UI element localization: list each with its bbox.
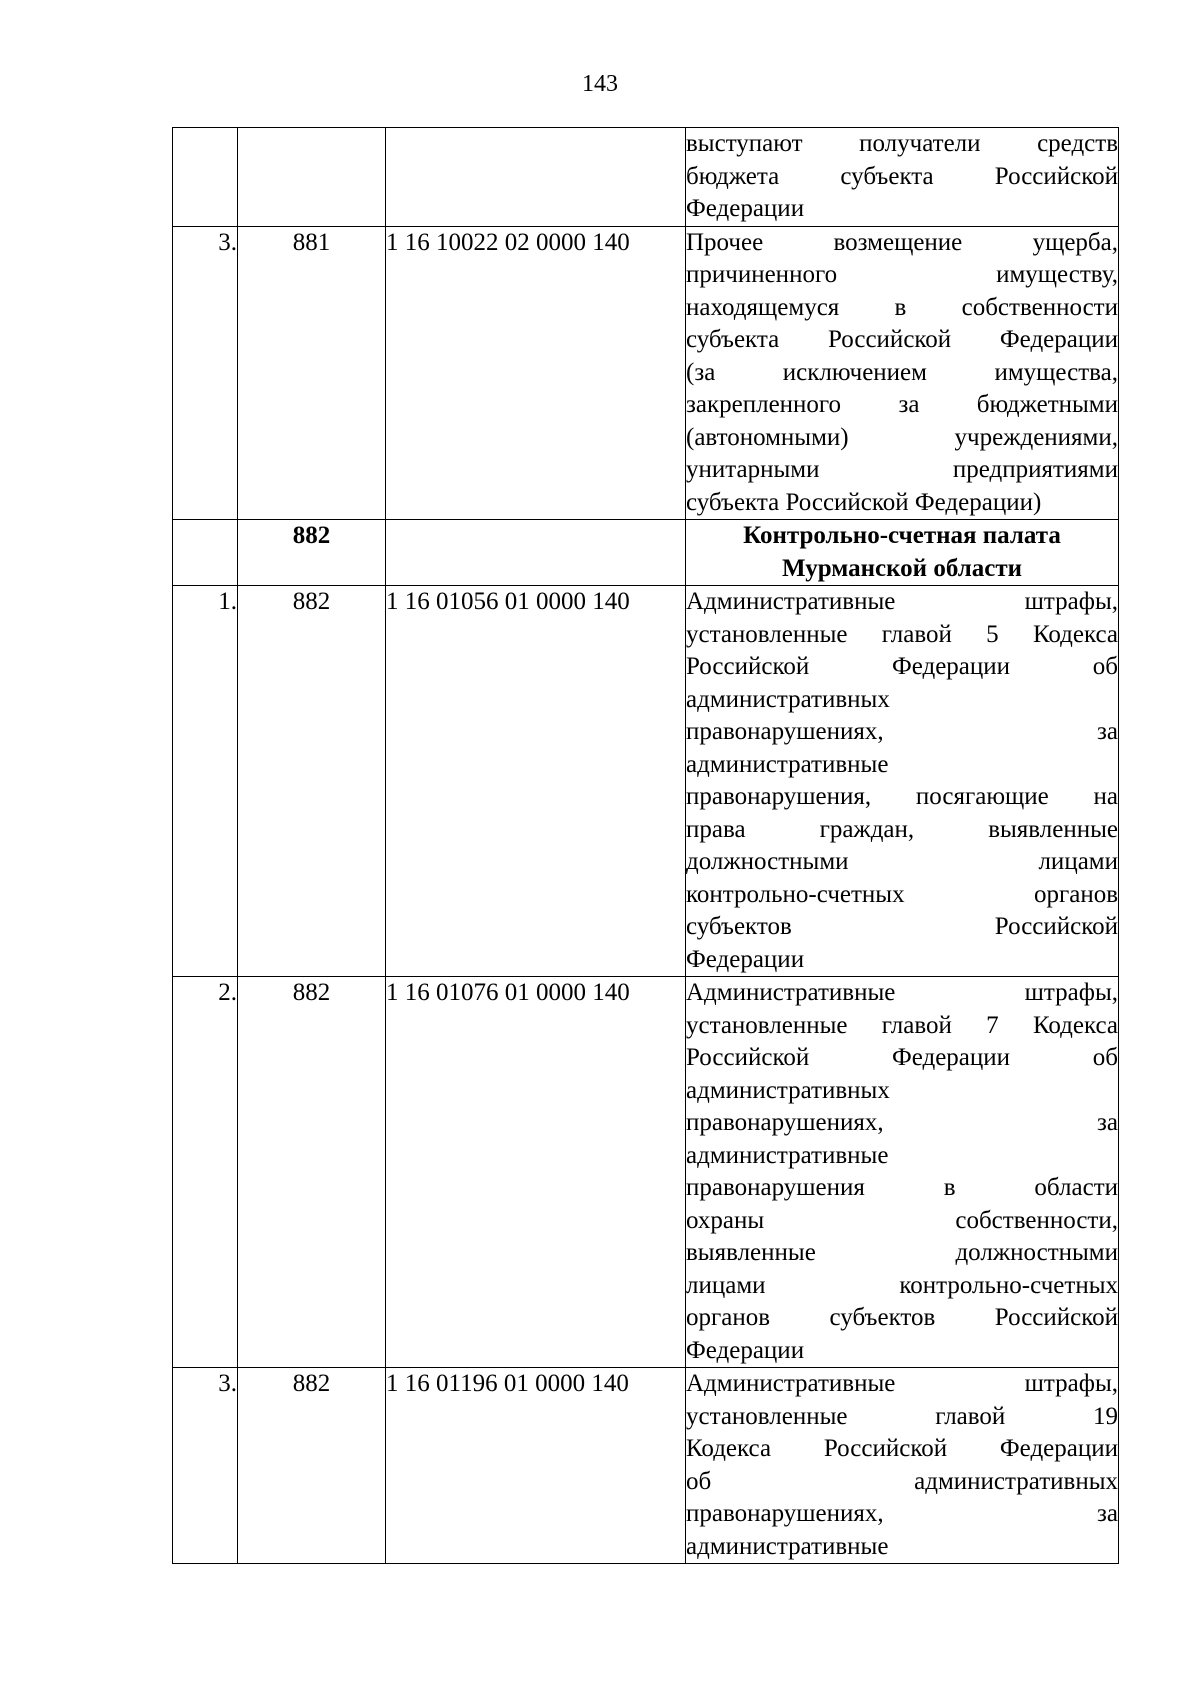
description-line: правонарушениях, за — [686, 1500, 1118, 1527]
admin-code-cell: 882 — [238, 520, 386, 586]
description-line: Федерации — [686, 1336, 805, 1364]
description-cell — [686, 128, 1119, 227]
table-row — [173, 226, 1119, 520]
row-number-cell: 3. — [173, 1368, 238, 1564]
page-number: 143 — [582, 71, 618, 97]
budget-code-cell: 1 16 01076 01 0000 140 — [386, 977, 686, 1368]
description-cell — [686, 226, 1119, 520]
description-line: выступают получатели средств — [686, 130, 1118, 157]
budget-codes-table — [172, 127, 1119, 1564]
description-line: Российской Федерации об — [686, 653, 1118, 680]
description-line: установленные главой 19 — [686, 1402, 1118, 1430]
description-line: находящемуся в собственности — [686, 293, 1118, 321]
description-line: унитарными предприятиями — [686, 456, 1118, 483]
description-line: правонарушения в области — [686, 1174, 1118, 1201]
section-header-row — [173, 520, 1119, 586]
description-line: установленные главой 7 Кодекса — [686, 1011, 1118, 1039]
row-number-cell: 2. — [173, 977, 238, 1368]
description-line: Федерации — [686, 195, 805, 222]
description-line: выявленные должностными — [686, 1239, 1118, 1266]
budget-code-cell — [386, 128, 686, 227]
description-line: должностными лицами — [686, 848, 1118, 875]
description-cell — [686, 1368, 1119, 1564]
description-line: Кодекса Российской Федерации — [686, 1435, 1118, 1462]
admin-code-cell: 882 — [238, 1368, 386, 1564]
description-line: бюджета субъекта Российской — [686, 162, 1118, 190]
description-line: права граждан, выявленные — [686, 815, 1118, 843]
admin-code-cell: 881 — [238, 226, 386, 520]
description-line: органов субъектов Российской — [686, 1304, 1118, 1331]
section-title-line: Контрольно-счетная палата — [743, 522, 1061, 549]
table-row — [173, 977, 1119, 1368]
section-title-cell — [686, 520, 1119, 586]
description-line: Федерации — [686, 945, 805, 973]
row-number-cell: 1. — [173, 586, 238, 977]
description-line: административные — [686, 1141, 889, 1169]
budget-code-cell — [386, 520, 686, 586]
row-number-cell — [173, 520, 238, 586]
description-line: административных — [686, 1076, 890, 1104]
description-line: субъекта Российской Федерации) — [686, 488, 1042, 516]
description-line: контрольно-счетных органов — [686, 880, 1118, 908]
description-line: субъекта Российской Федерации — [686, 326, 1118, 353]
description-cell — [686, 977, 1119, 1368]
description-line: причиненного имуществу, — [686, 261, 1118, 288]
budget-code-cell: 1 16 01056 01 0000 140 — [386, 586, 686, 977]
row-number-cell — [173, 128, 238, 227]
budget-code-cell: 1 16 10022 02 0000 140 — [386, 226, 686, 520]
description-line: Российской Федерации об — [686, 1044, 1118, 1071]
description-cell — [686, 586, 1119, 977]
description-line: административных — [686, 685, 890, 713]
description-line: субъектов Российской — [686, 913, 1118, 940]
admin-code-cell: 882 — [238, 586, 386, 977]
budget-code-cell: 1 16 01196 01 0000 140 — [386, 1368, 686, 1564]
description-line: правонарушениях, за — [686, 718, 1118, 745]
description-line: правонарушения, посягающие на — [686, 783, 1118, 810]
description-line: закрепленного за бюджетными — [686, 391, 1118, 418]
description-line: Административные штрафы, — [686, 588, 1118, 615]
description-line: Прочее возмещение ущерба, — [686, 228, 1118, 256]
description-line: охраны собственности, — [686, 1206, 1118, 1234]
row-number-cell: 3. — [173, 226, 238, 520]
description-line: (автономными) учреждениями, — [686, 423, 1118, 451]
table-body — [173, 128, 1119, 1564]
description-line: (за исключением имущества, — [686, 358, 1118, 386]
table-row — [173, 1368, 1119, 1564]
description-line: установленные главой 5 Кодекса — [686, 620, 1118, 648]
table-row — [173, 128, 1119, 227]
description-line: Административные штрафы, — [686, 979, 1118, 1006]
admin-code-cell — [238, 128, 386, 227]
description-line: Административные штрафы, — [686, 1370, 1118, 1397]
admin-code-cell: 882 — [238, 977, 386, 1368]
description-line: об административных — [686, 1467, 1118, 1495]
description-line: правонарушениях, за — [686, 1109, 1118, 1136]
description-line: административные — [686, 750, 889, 778]
description-line: административные — [686, 1532, 889, 1560]
section-title-line: Мурманской области — [781, 554, 1023, 582]
table-row — [173, 586, 1119, 977]
description-line: лицами контрольно-счетных — [686, 1271, 1118, 1299]
